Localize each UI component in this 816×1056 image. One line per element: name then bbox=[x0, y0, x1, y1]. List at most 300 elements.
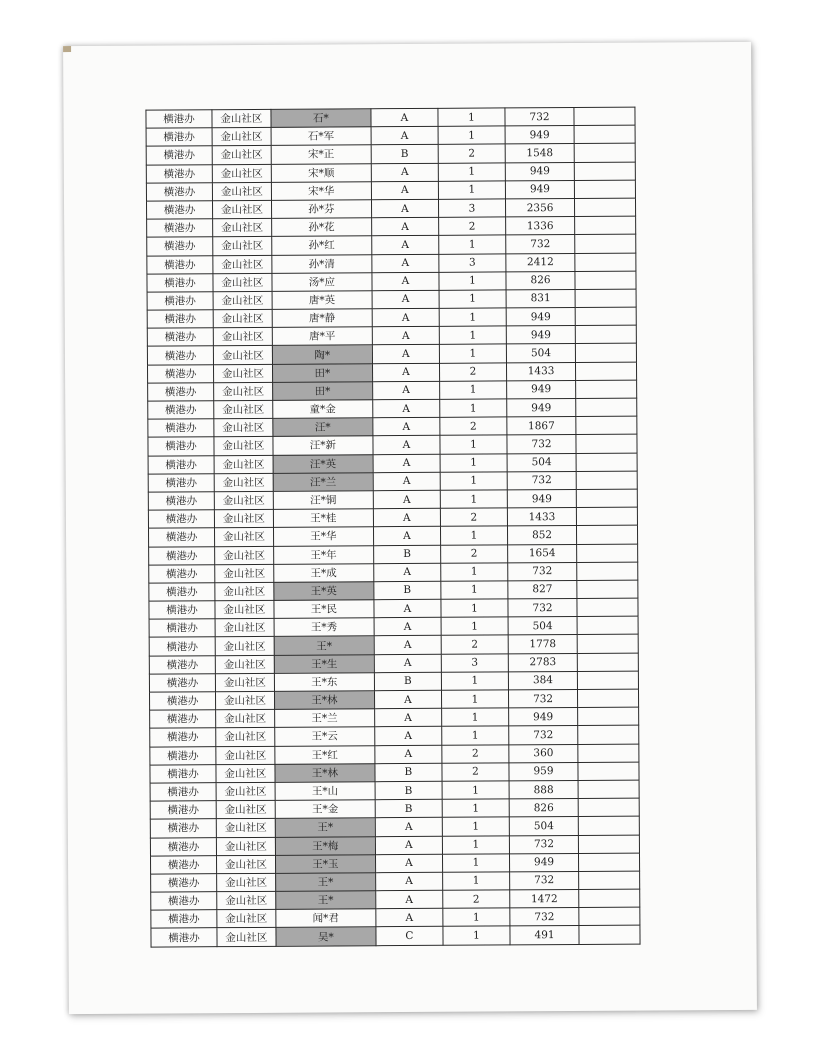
office-cell: 横港办 bbox=[149, 583, 215, 602]
category-cell: A bbox=[372, 236, 439, 255]
amount-cell: 826 bbox=[506, 271, 575, 290]
community-cell: 金山社区 bbox=[213, 328, 272, 347]
community-cell: 金山社区 bbox=[216, 691, 275, 710]
community-cell: 金山社区 bbox=[213, 218, 272, 237]
amount-cell: 732 bbox=[506, 235, 575, 254]
office-cell: 横港办 bbox=[146, 182, 212, 201]
name-cell: 宋*正 bbox=[271, 145, 371, 164]
count-cell: 1 bbox=[442, 854, 509, 873]
office-cell: 横港办 bbox=[149, 674, 215, 693]
category-cell: B bbox=[371, 145, 438, 164]
category-cell: A bbox=[374, 599, 441, 618]
office-cell: 横港办 bbox=[151, 892, 217, 911]
note-cell bbox=[578, 689, 639, 708]
note-cell bbox=[578, 725, 639, 744]
community-cell: 金山社区 bbox=[212, 182, 271, 201]
count-cell: 1 bbox=[438, 126, 505, 145]
note-cell bbox=[578, 816, 639, 835]
community-cell: 金山社区 bbox=[214, 455, 273, 474]
category-cell: A bbox=[372, 363, 439, 382]
note-cell bbox=[576, 398, 637, 417]
count-cell: 1 bbox=[441, 617, 508, 636]
note-cell bbox=[574, 180, 635, 199]
office-cell: 横港办 bbox=[147, 237, 213, 256]
office-cell: 横港办 bbox=[150, 855, 216, 874]
amount-cell: 831 bbox=[506, 289, 575, 308]
count-cell: 1 bbox=[438, 181, 505, 200]
amount-cell: 1867 bbox=[507, 417, 576, 436]
community-cell: 金山社区 bbox=[214, 400, 273, 419]
count-cell: 1 bbox=[440, 435, 507, 454]
amount-cell: 1778 bbox=[508, 635, 577, 654]
note-cell bbox=[576, 453, 637, 472]
note-cell bbox=[578, 762, 639, 781]
note-cell bbox=[579, 871, 640, 890]
count-cell: 2 bbox=[439, 217, 506, 236]
count-cell: 2 bbox=[442, 763, 509, 782]
amount-cell: 360 bbox=[509, 744, 578, 763]
count-cell: 1 bbox=[438, 108, 505, 127]
count-cell: 1 bbox=[438, 162, 505, 181]
amount-cell: 504 bbox=[506, 344, 575, 363]
amount-cell: 949 bbox=[509, 708, 578, 727]
note-cell bbox=[577, 671, 638, 690]
name-cell: 闻*君 bbox=[276, 909, 376, 928]
name-cell: 王*林 bbox=[274, 691, 374, 710]
count-cell: 3 bbox=[438, 199, 505, 218]
note-cell bbox=[576, 416, 637, 435]
count-cell: 1 bbox=[440, 453, 507, 472]
note-cell bbox=[575, 234, 636, 253]
count-cell: 1 bbox=[440, 490, 507, 509]
count-cell: 2 bbox=[442, 744, 509, 763]
category-cell: A bbox=[374, 636, 441, 655]
community-cell: 金山社区 bbox=[217, 910, 276, 929]
note-cell bbox=[576, 507, 637, 526]
category-cell: A bbox=[371, 127, 438, 146]
community-cell: 金山社区 bbox=[215, 673, 274, 692]
community-cell: 金山社区 bbox=[215, 637, 274, 656]
category-cell: A bbox=[374, 563, 441, 582]
count-cell: 1 bbox=[443, 872, 510, 891]
count-cell: 2 bbox=[441, 544, 508, 563]
community-cell: 金山社区 bbox=[213, 200, 272, 219]
note-cell bbox=[576, 489, 637, 508]
category-cell: A bbox=[371, 217, 438, 236]
paper-sheet bbox=[63, 42, 757, 1014]
category-cell: A bbox=[375, 745, 442, 764]
count-cell: 1 bbox=[441, 563, 508, 582]
count-cell: 2 bbox=[438, 144, 505, 163]
category-cell: A bbox=[371, 181, 438, 200]
name-cell: 王*山 bbox=[275, 782, 375, 801]
name-cell: 王*桂 bbox=[273, 509, 373, 528]
category-cell: B bbox=[374, 672, 441, 691]
amount-cell: 1433 bbox=[506, 362, 575, 381]
name-cell: 汪*英 bbox=[273, 454, 373, 473]
name-cell: 王*英 bbox=[274, 582, 374, 601]
count-cell: 1 bbox=[442, 708, 509, 727]
office-cell: 横港办 bbox=[148, 473, 214, 492]
name-cell: 唐*静 bbox=[272, 309, 372, 328]
office-cell: 横港办 bbox=[150, 764, 216, 783]
count-cell: 1 bbox=[440, 381, 507, 400]
amount-cell: 504 bbox=[508, 617, 577, 636]
category-cell: A bbox=[373, 490, 440, 509]
name-cell: 孙*花 bbox=[271, 218, 371, 237]
category-cell: A bbox=[373, 454, 440, 473]
amount-cell: 732 bbox=[507, 435, 576, 454]
office-cell: 横港办 bbox=[149, 546, 215, 565]
name-cell: 王*金 bbox=[275, 800, 375, 819]
category-cell: A bbox=[373, 399, 440, 418]
count-cell: 1 bbox=[442, 835, 509, 854]
note-cell bbox=[574, 143, 635, 162]
amount-cell: 1654 bbox=[508, 544, 577, 563]
amount-cell: 2356 bbox=[505, 198, 574, 217]
category-cell: A bbox=[372, 254, 439, 273]
office-cell: 横港办 bbox=[147, 255, 213, 274]
office-cell: 横港办 bbox=[148, 510, 214, 529]
office-cell: 横港办 bbox=[147, 292, 213, 311]
community-cell: 金山社区 bbox=[212, 109, 271, 128]
community-cell: 金山社区 bbox=[215, 655, 274, 674]
office-cell: 横港办 bbox=[146, 146, 212, 165]
community-cell: 金山社区 bbox=[216, 764, 275, 783]
amount-cell: 2412 bbox=[506, 253, 575, 272]
name-cell: 陶* bbox=[272, 345, 372, 364]
amount-cell: 732 bbox=[509, 726, 578, 745]
office-cell: 横港办 bbox=[147, 346, 213, 365]
office-cell: 横港办 bbox=[150, 783, 216, 802]
name-cell: 王*民 bbox=[274, 600, 374, 619]
office-cell: 横港办 bbox=[151, 910, 217, 929]
name-cell: 王*林 bbox=[275, 763, 375, 782]
community-cell: 金山社区 bbox=[215, 600, 274, 619]
name-cell: 王*东 bbox=[274, 673, 374, 692]
name-cell: 王*红 bbox=[275, 745, 375, 764]
name-cell: 宋*顺 bbox=[271, 163, 371, 182]
name-cell: 王* bbox=[275, 873, 375, 892]
category-cell: A bbox=[373, 508, 440, 527]
name-cell: 王*玉 bbox=[275, 854, 375, 873]
category-cell: A bbox=[372, 290, 439, 309]
note-cell bbox=[575, 289, 636, 308]
office-cell: 横港办 bbox=[148, 383, 214, 402]
office-cell: 横港办 bbox=[150, 819, 216, 838]
count-cell: 2 bbox=[441, 635, 508, 654]
note-cell bbox=[577, 580, 638, 599]
office-cell: 横港办 bbox=[151, 928, 217, 947]
name-cell: 王*兰 bbox=[274, 709, 374, 728]
office-cell: 横港办 bbox=[147, 219, 213, 238]
community-cell: 金山社区 bbox=[217, 855, 276, 874]
community-cell: 金山社区 bbox=[216, 710, 275, 729]
amount-cell: 949 bbox=[505, 126, 574, 145]
amount-cell: 732 bbox=[508, 689, 577, 708]
category-cell: B bbox=[375, 781, 442, 800]
community-cell: 金山社区 bbox=[216, 837, 275, 856]
community-cell: 金山社区 bbox=[213, 291, 272, 310]
category-cell: B bbox=[375, 799, 442, 818]
amount-cell: 949 bbox=[505, 180, 574, 199]
note-cell bbox=[577, 562, 638, 581]
community-cell: 金山社区 bbox=[216, 728, 275, 747]
category-cell: A bbox=[375, 872, 442, 891]
note-cell bbox=[575, 253, 636, 272]
note-cell bbox=[574, 107, 635, 126]
category-cell: A bbox=[376, 909, 443, 928]
category-cell: A bbox=[372, 381, 439, 400]
count-cell: 1 bbox=[439, 344, 506, 363]
category-cell: A bbox=[373, 418, 440, 437]
community-cell: 金山社区 bbox=[212, 164, 271, 183]
office-cell: 横港办 bbox=[150, 801, 216, 820]
community-cell: 金山社区 bbox=[215, 528, 274, 547]
roster-table bbox=[145, 107, 640, 948]
name-cell: 王* bbox=[274, 636, 374, 655]
community-cell: 金山社区 bbox=[214, 509, 273, 528]
office-cell: 横港办 bbox=[148, 492, 214, 511]
amount-cell: 2783 bbox=[508, 653, 577, 672]
name-cell: 王*云 bbox=[275, 727, 375, 746]
office-cell: 横港办 bbox=[147, 310, 213, 329]
paper-fold-corner bbox=[63, 46, 71, 52]
amount-cell: 826 bbox=[509, 799, 578, 818]
category-cell: A bbox=[375, 836, 442, 855]
note-cell bbox=[575, 344, 636, 363]
office-cell: 横港办 bbox=[146, 164, 212, 183]
office-cell: 横港办 bbox=[147, 273, 213, 292]
community-cell: 金山社区 bbox=[216, 746, 275, 765]
community-cell: 金山社区 bbox=[215, 619, 274, 638]
name-cell: 孙*清 bbox=[272, 254, 372, 273]
community-cell: 金山社区 bbox=[214, 437, 273, 456]
amount-cell: 949 bbox=[507, 398, 576, 417]
community-cell: 金山社区 bbox=[213, 237, 272, 256]
category-cell: A bbox=[373, 527, 440, 546]
name-cell: 王* bbox=[276, 891, 376, 910]
office-cell: 横港办 bbox=[151, 874, 217, 893]
name-cell: 童*金 bbox=[273, 400, 373, 419]
note-cell bbox=[578, 707, 639, 726]
category-cell: B bbox=[375, 763, 442, 782]
count-cell: 1 bbox=[439, 326, 506, 345]
count-cell: 1 bbox=[440, 526, 507, 545]
amount-cell: 1433 bbox=[507, 508, 576, 527]
note-cell bbox=[578, 744, 639, 763]
office-cell: 横港办 bbox=[150, 728, 216, 747]
amount-cell: 949 bbox=[507, 380, 576, 399]
community-cell: 金山社区 bbox=[214, 419, 273, 438]
amount-cell: 732 bbox=[507, 471, 576, 490]
note-cell bbox=[576, 434, 637, 453]
office-cell: 横港办 bbox=[150, 746, 216, 765]
count-cell: 1 bbox=[441, 672, 508, 691]
count-cell: 1 bbox=[440, 399, 507, 418]
note-cell bbox=[575, 325, 636, 344]
note-cell bbox=[576, 380, 637, 399]
amount-cell: 888 bbox=[509, 780, 578, 799]
note-cell bbox=[577, 635, 638, 654]
amount-cell: 384 bbox=[508, 671, 577, 690]
amount-cell: 949 bbox=[506, 326, 575, 345]
name-cell: 石* bbox=[271, 109, 371, 128]
community-cell: 金山社区 bbox=[216, 819, 275, 838]
community-cell: 金山社区 bbox=[217, 873, 276, 892]
community-cell: 金山社区 bbox=[217, 891, 276, 910]
note-cell bbox=[577, 544, 638, 563]
office-cell: 横港办 bbox=[146, 128, 212, 147]
name-cell: 唐*英 bbox=[272, 291, 372, 310]
office-cell: 横港办 bbox=[149, 637, 215, 656]
name-cell: 孙*芬 bbox=[271, 200, 371, 219]
note-cell bbox=[574, 125, 635, 144]
amount-cell: 504 bbox=[509, 817, 578, 836]
count-cell: 1 bbox=[443, 908, 510, 927]
count-cell: 1 bbox=[439, 235, 506, 254]
office-cell: 横港办 bbox=[148, 401, 214, 420]
count-cell: 1 bbox=[439, 272, 506, 291]
name-cell: 汪*新 bbox=[273, 436, 373, 455]
amount-cell: 491 bbox=[510, 926, 579, 945]
note-cell bbox=[575, 271, 636, 290]
count-cell: 1 bbox=[440, 472, 507, 491]
office-cell: 横港办 bbox=[149, 655, 215, 674]
community-cell: 金山社区 bbox=[214, 382, 273, 401]
count-cell: 1 bbox=[442, 781, 509, 800]
community-cell: 金山社区 bbox=[215, 546, 274, 565]
note-cell bbox=[577, 616, 638, 635]
count-cell: 3 bbox=[441, 654, 508, 673]
office-cell: 横港办 bbox=[146, 201, 212, 220]
amount-cell: 959 bbox=[509, 762, 578, 781]
note-cell bbox=[577, 598, 638, 617]
community-cell: 金山社区 bbox=[216, 800, 275, 819]
count-cell: 1 bbox=[443, 926, 510, 945]
name-cell: 汪*兰 bbox=[273, 472, 373, 491]
note-cell bbox=[579, 889, 640, 908]
community-cell: 金山社区 bbox=[214, 491, 273, 510]
office-cell: 横港办 bbox=[149, 619, 215, 638]
count-cell: 3 bbox=[439, 253, 506, 272]
count-cell: 1 bbox=[441, 599, 508, 618]
amount-cell: 1548 bbox=[505, 144, 574, 163]
note-cell bbox=[575, 307, 636, 326]
community-cell: 金山社区 bbox=[212, 128, 271, 147]
category-cell: A bbox=[376, 890, 443, 909]
count-cell: 1 bbox=[439, 290, 506, 309]
count-cell: 2 bbox=[439, 363, 506, 382]
category-cell: A bbox=[375, 854, 442, 873]
amount-cell: 732 bbox=[505, 107, 574, 126]
note-cell bbox=[574, 162, 635, 181]
office-cell: 横港办 bbox=[149, 601, 215, 620]
amount-cell: 732 bbox=[510, 908, 579, 927]
table-row bbox=[151, 926, 640, 947]
category-cell: A bbox=[371, 163, 438, 182]
count-cell: 1 bbox=[442, 817, 509, 836]
note-cell bbox=[576, 471, 637, 490]
name-cell: 王* bbox=[275, 818, 375, 837]
category-cell: B bbox=[374, 581, 441, 600]
amount-cell: 504 bbox=[507, 453, 576, 472]
name-cell: 宋*华 bbox=[271, 181, 371, 200]
note-cell bbox=[578, 835, 639, 854]
amount-cell: 732 bbox=[510, 871, 579, 890]
office-cell: 横港办 bbox=[149, 692, 215, 711]
note-cell bbox=[579, 853, 640, 872]
category-cell: A bbox=[374, 708, 441, 727]
category-cell: C bbox=[376, 927, 443, 946]
office-cell: 横港办 bbox=[146, 110, 212, 129]
name-cell: 汤*应 bbox=[272, 272, 372, 291]
category-cell: A bbox=[374, 690, 441, 709]
amount-cell: 949 bbox=[505, 162, 574, 181]
note-cell bbox=[575, 198, 636, 217]
office-cell: 横港办 bbox=[149, 564, 215, 583]
amount-cell: 949 bbox=[509, 853, 578, 872]
community-cell: 金山社区 bbox=[217, 928, 276, 947]
office-cell: 横港办 bbox=[147, 328, 213, 347]
amount-cell: 949 bbox=[506, 308, 575, 327]
category-cell: A bbox=[372, 308, 439, 327]
community-cell: 金山社区 bbox=[214, 473, 273, 492]
office-cell: 横港办 bbox=[148, 455, 214, 474]
count-cell: 1 bbox=[441, 581, 508, 600]
name-cell: 王*华 bbox=[273, 527, 373, 546]
community-cell: 金山社区 bbox=[212, 146, 271, 165]
name-cell: 孙*红 bbox=[272, 236, 372, 255]
community-cell: 金山社区 bbox=[213, 273, 272, 292]
category-cell: A bbox=[373, 436, 440, 455]
category-cell: A bbox=[374, 654, 441, 673]
office-cell: 横港办 bbox=[150, 710, 216, 729]
amount-cell: 732 bbox=[509, 835, 578, 854]
amount-cell: 949 bbox=[507, 489, 576, 508]
community-cell: 金山社区 bbox=[216, 782, 275, 801]
community-cell: 金山社区 bbox=[213, 346, 272, 365]
amount-cell: 1472 bbox=[510, 890, 579, 909]
community-cell: 金山社区 bbox=[215, 582, 274, 601]
amount-cell: 732 bbox=[508, 562, 577, 581]
amount-cell: 1336 bbox=[506, 217, 575, 236]
count-cell: 1 bbox=[439, 308, 506, 327]
office-cell: 横港办 bbox=[148, 419, 214, 438]
category-cell: A bbox=[372, 272, 439, 291]
amount-cell: 732 bbox=[508, 599, 577, 618]
note-cell bbox=[579, 907, 640, 926]
count-cell: 2 bbox=[440, 417, 507, 436]
category-cell: A bbox=[374, 618, 441, 637]
category-cell: A bbox=[372, 345, 439, 364]
note-cell bbox=[578, 780, 639, 799]
count-cell: 2 bbox=[443, 890, 510, 909]
community-cell: 金山社区 bbox=[214, 364, 273, 383]
office-cell: 横港办 bbox=[148, 437, 214, 456]
name-cell: 石*军 bbox=[271, 127, 371, 146]
amount-cell: 827 bbox=[508, 580, 577, 599]
community-cell: 金山社区 bbox=[213, 255, 272, 274]
name-cell: 王*年 bbox=[273, 545, 373, 564]
office-cell: 横港办 bbox=[147, 364, 213, 383]
name-cell: 田* bbox=[272, 363, 372, 382]
name-cell: 王*生 bbox=[274, 654, 374, 673]
count-cell: 1 bbox=[441, 690, 508, 709]
name-cell: 汪*铜 bbox=[273, 491, 373, 510]
count-cell: 1 bbox=[442, 726, 509, 745]
category-cell: A bbox=[373, 472, 440, 491]
